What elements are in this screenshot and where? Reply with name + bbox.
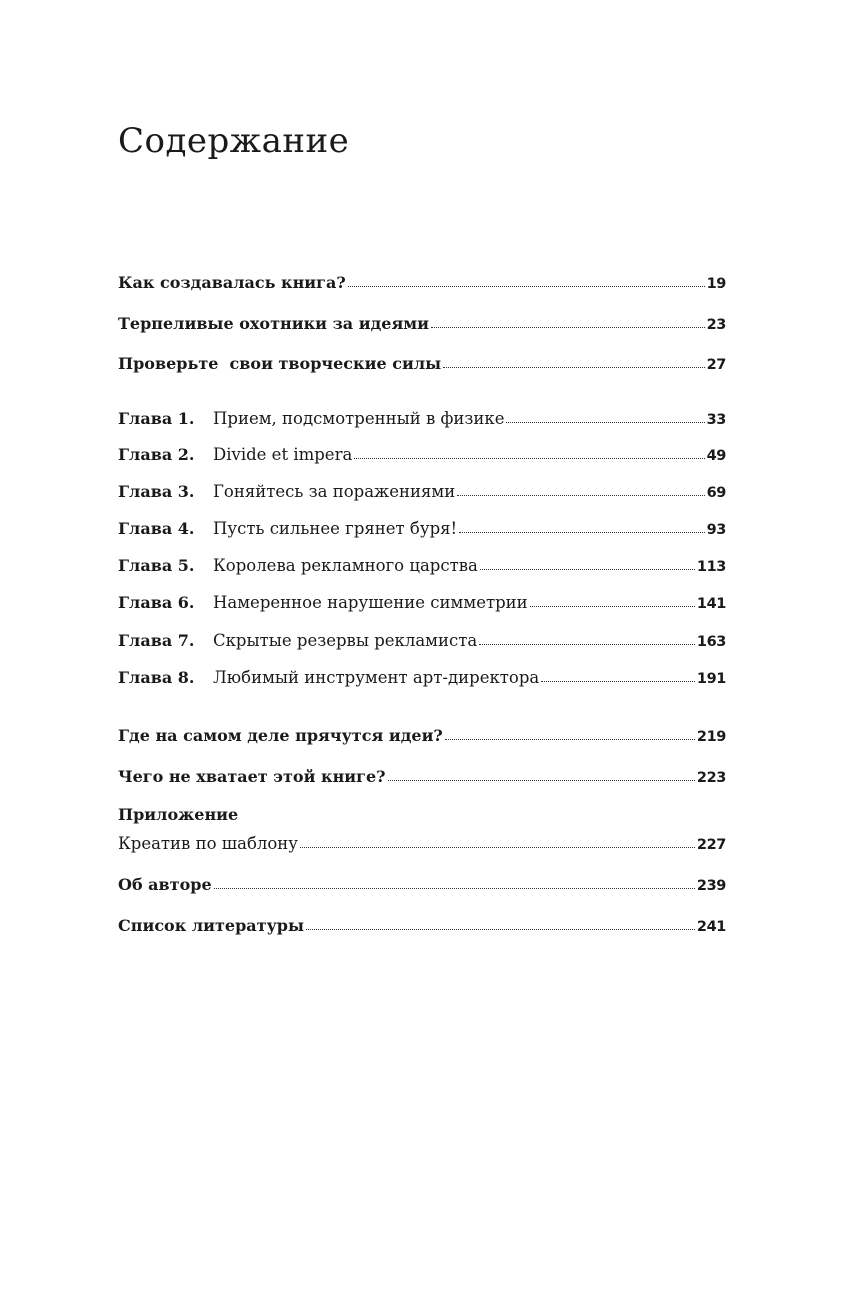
toc-page-number: 33 — [706, 412, 726, 428]
chapter-number: Глава 4. — [118, 519, 195, 538]
chapter-title: Намеренное нарушение симметрии — [213, 593, 528, 612]
toc-page-number: 49 — [706, 448, 726, 464]
toc-entry-check-creative-powers[interactable] — [118, 353, 726, 375]
dot-leader — [480, 566, 695, 570]
dot-leader — [457, 492, 704, 496]
chapter-title: Прием, подсмотренный в физике — [213, 409, 505, 428]
toc-entry-about-author[interactable] — [118, 874, 726, 896]
dot-leader — [431, 324, 705, 328]
dot-leader — [541, 678, 695, 682]
toc-page-number: 163 — [696, 634, 726, 650]
toc-page-number: 239 — [696, 878, 726, 894]
toc-chapter-8[interactable] — [118, 667, 726, 689]
chapter-number: Глава 7. — [118, 631, 195, 650]
toc-entry-label: Где на самом деле прячутся идеи? — [118, 726, 443, 745]
toc-entry-label: Как создавалась книга? — [118, 273, 346, 292]
toc-page-number: 23 — [706, 317, 726, 333]
toc-entry-creative-template[interactable] — [118, 833, 726, 855]
chapter-title: Любимый инструмент арт-директора — [213, 668, 540, 687]
toc-page-number: 241 — [696, 919, 726, 935]
dot-leader — [214, 885, 695, 889]
toc-page-number: 227 — [696, 837, 726, 853]
toc-entry-label: Терпеливые охотники за идеями — [118, 314, 430, 333]
chapter-number: Глава 3. — [118, 482, 195, 501]
dot-leader — [443, 364, 704, 368]
toc-entry-label: Проверьте свои творческие силы — [118, 354, 442, 373]
toc-page-number: 27 — [706, 357, 726, 373]
page-title: Содержание — [118, 121, 350, 161]
chapter-title: Скрытые резервы рекламиста — [213, 631, 478, 650]
dot-leader — [459, 529, 704, 533]
dot-leader — [445, 736, 695, 740]
toc-entry-where-ideas-hide[interactable] — [118, 725, 726, 747]
dot-leader — [300, 844, 695, 848]
chapter-title: Divide et impera — [213, 445, 353, 464]
toc-page-number: 219 — [696, 729, 726, 745]
chapter-title: Пусть сильнее грянет буря! — [213, 519, 458, 538]
chapter-number: Глава 2. — [118, 445, 195, 464]
toc-page-number: 191 — [696, 671, 726, 687]
toc-chapter-5[interactable] — [118, 555, 726, 577]
toc-page-number: 93 — [706, 522, 726, 538]
chapter-number: Глава 8. — [118, 668, 195, 687]
chapter-title: Королева рекламного царства — [213, 556, 478, 575]
toc-entry-bibliography[interactable] — [118, 915, 726, 937]
dot-leader — [354, 455, 704, 459]
dot-leader — [479, 641, 695, 645]
toc-chapter-7[interactable] — [118, 630, 726, 652]
toc-page-number: 141 — [696, 596, 726, 612]
toc-chapter-2[interactable] — [118, 444, 726, 466]
dot-leader — [506, 419, 704, 423]
dot-leader — [530, 603, 695, 607]
chapter-number: Глава 6. — [118, 593, 195, 612]
dot-leader — [388, 777, 695, 781]
toc-page-number: 113 — [696, 559, 726, 575]
dot-leader — [348, 283, 705, 287]
toc-page-number: 19 — [706, 276, 726, 292]
toc-chapter-3[interactable] — [118, 481, 726, 503]
chapter-number: Глава 1. — [118, 409, 195, 428]
toc-entry-label: Об авторе — [118, 875, 212, 894]
toc-entry-how-book-was-made[interactable] — [118, 272, 726, 294]
toc-page-number: 223 — [696, 770, 726, 786]
chapter-number: Глава 5. — [118, 556, 195, 575]
dot-leader — [306, 926, 695, 930]
toc-entry-label: Список литературы — [118, 916, 305, 935]
toc-entry-label: Чего не хватает этой книге? — [118, 767, 386, 786]
toc-page-number: 69 — [706, 485, 726, 501]
toc-chapter-1[interactable] — [118, 408, 726, 430]
toc-entry-label: Креатив по шаблону — [118, 834, 299, 853]
toc-chapter-4[interactable] — [118, 518, 726, 540]
toc-entry-what-book-lacks[interactable] — [118, 766, 726, 788]
chapter-title: Гоняйтесь за поражениями — [213, 482, 456, 501]
toc-entry-patient-hunters[interactable] — [118, 313, 726, 335]
appendix-heading: Приложение — [118, 805, 239, 824]
toc-chapter-6[interactable] — [118, 592, 726, 614]
